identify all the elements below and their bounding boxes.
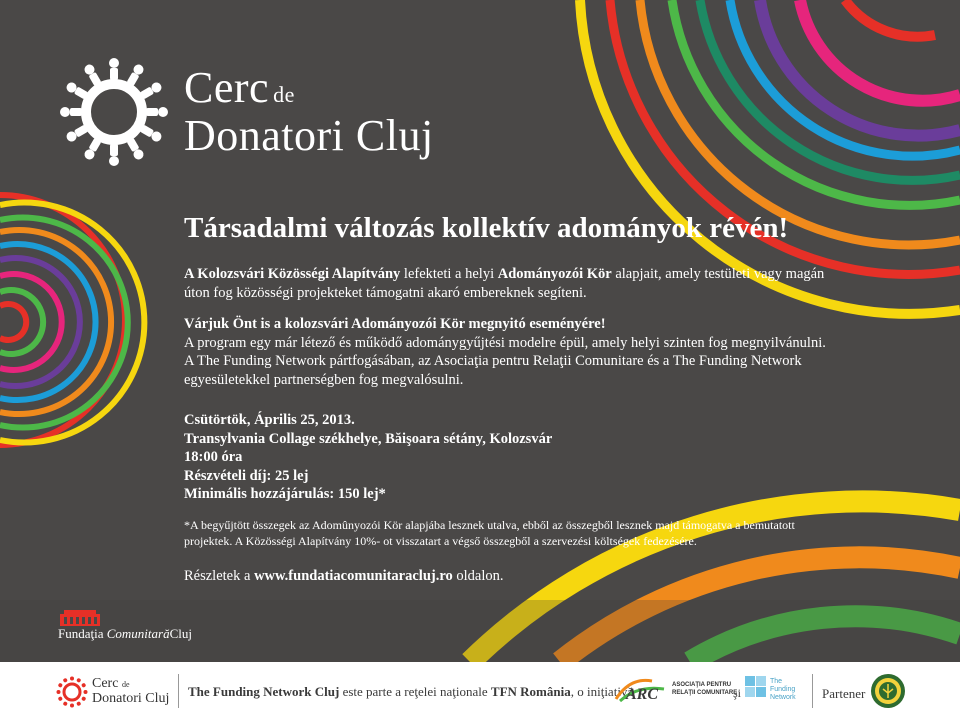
partner-seal-icon xyxy=(870,673,906,709)
footer-logo-cerc: Cerc xyxy=(92,676,119,691)
logo-wordmark xyxy=(184,63,434,160)
details-prefix: Részletek a xyxy=(184,567,255,584)
footer-tfn-mid: este parte a reţelei naţionale xyxy=(339,684,491,699)
intro-line2: úton fog közösségi projekteket támogatni akaró embereknek segíteni. xyxy=(184,284,587,301)
arc-line1: ASOCIAŢIA PENTRU xyxy=(672,682,732,688)
event-min-contribution: Minimális hozzájárulás: 150 lej* xyxy=(184,486,386,502)
arc-logo xyxy=(612,675,670,705)
event-date: Csütörtök, Április 25, 2013. xyxy=(184,412,355,428)
footer-tfn-bold: The Funding Network Cluj xyxy=(188,684,340,699)
fundatia-b: Comunitară xyxy=(106,626,170,641)
footer-logo-de: de xyxy=(121,680,130,689)
headline: Társadalmi változás kollektív adományok révén! xyxy=(184,212,789,244)
event-details xyxy=(184,411,764,504)
intro-org: A Kolozsvári Közösségi Alapítvány xyxy=(184,266,401,282)
footer-people-circle-logo xyxy=(56,676,88,708)
fundatia-wordmark xyxy=(58,626,192,642)
invite-title: Várjuk Önt is a kolozsvári Adományozói Kör megnyitó eseményére! xyxy=(184,316,606,332)
intro-circle: Adományozói Kör xyxy=(497,266,612,282)
arc-line2: RELAŢII COMUNITARE xyxy=(672,690,738,696)
svg-text:ARC: ARC xyxy=(626,686,659,703)
body-content xyxy=(184,265,826,585)
details-line xyxy=(184,567,764,586)
fundatia-a: Fundaţia xyxy=(58,626,107,641)
footer-logo-donatori: Donatori Cluj xyxy=(92,691,170,706)
intro-paragraph xyxy=(184,265,825,302)
invite-line: A The Funding Network pártfogásában, az Asociaţia pentru Relaţii Comunitare és a The Funding Network xyxy=(184,353,802,369)
tfn-the: The xyxy=(770,678,783,685)
intro-end: alapjait, amely testületi vagy magán xyxy=(611,266,825,282)
footer-divider xyxy=(812,674,813,708)
tfn-network: Network xyxy=(770,694,796,701)
invite-line: egyesületekkel partnerségben fog megvalósulni. xyxy=(184,371,464,388)
footer-tfn-end: , o iniţiativă xyxy=(570,684,634,699)
footer-bar xyxy=(0,662,960,719)
logo-cerc: Cerc xyxy=(184,63,270,112)
invite-paragraph xyxy=(184,315,826,389)
footnote-line: projektek. A Közösségi Alapítvány 10%- ot visszatart a végső összegből a szervezési költségek fedezésére. xyxy=(184,533,697,548)
event-fee: Részvételi díj: 25 lej xyxy=(184,467,309,484)
logo-donatori-cluj: Donatori Cluj xyxy=(184,111,434,160)
event-venue: Transylvania Collage székhelye, Băişoara sétány, Kolozsvár xyxy=(184,430,553,447)
footnote xyxy=(184,517,795,549)
details-url-link[interactable]: www.fundatiacomunitaracluj.ro xyxy=(254,567,453,584)
tfn-wordmark xyxy=(770,678,796,702)
event-time: 18:00 óra xyxy=(184,449,243,465)
intro-mid: lefekteti a helyi xyxy=(400,266,498,282)
people-circle-logo xyxy=(56,54,172,170)
footer-tfn-text xyxy=(188,684,633,700)
tfn-logo xyxy=(745,676,767,700)
fundatia-building-logo xyxy=(58,608,102,626)
invite-line: A program egy már létező és működő adománygyűjtési modelre épül, amely helyi szinten fog megnyilvánulni. xyxy=(184,334,826,351)
fundatia-c: Cluj xyxy=(169,626,192,641)
footer-tfn-bold2: TFN România xyxy=(490,684,571,699)
tfn-funding: Funding xyxy=(770,686,796,693)
footnote-line: *A begyűjtött összegek az Adomûnyozói Kör alapjába lesznek utalva, ebből az összegből lesznek majd támogatva a bemutatott xyxy=(184,517,795,532)
logo-de: de xyxy=(273,82,295,107)
footer-divider xyxy=(178,674,179,708)
details-suffix: oldalon. xyxy=(452,567,504,584)
arc-wordmark xyxy=(672,681,737,697)
footer-logo-wordmark xyxy=(92,677,169,706)
footer-partner-label: Partener xyxy=(822,686,866,701)
footer-si: şi xyxy=(733,686,742,700)
